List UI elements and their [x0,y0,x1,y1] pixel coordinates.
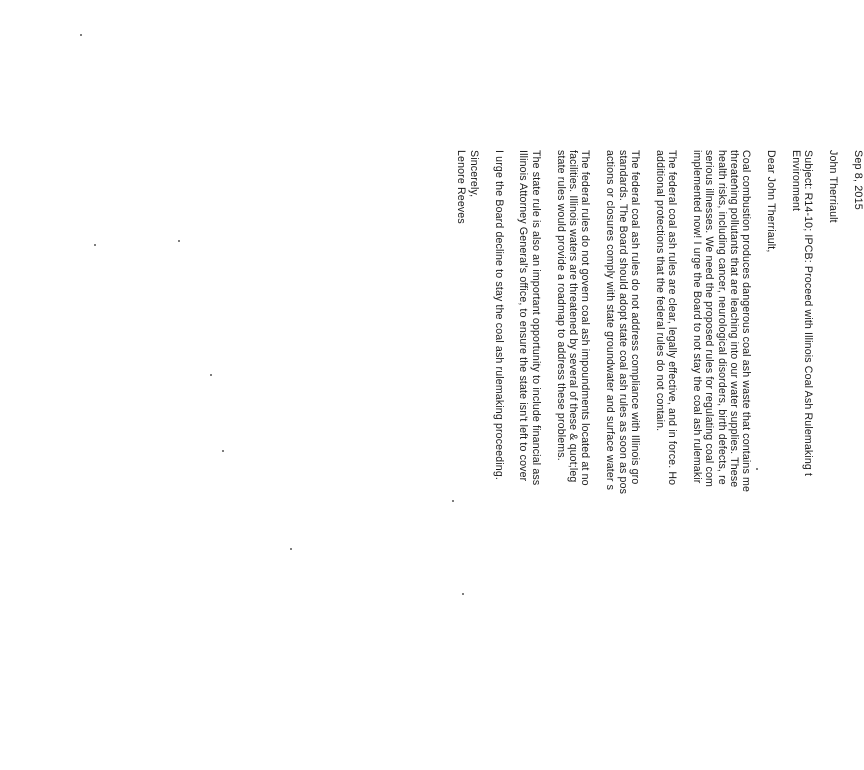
letter-body [455,150,864,770]
paragraph-line: standards. The Board should adopt state coal ash rules as soon as pos [616,150,629,495]
scan-speck [222,450,224,452]
paragraph-line: additional protections that the federal rules do not contain. [653,150,666,432]
closing: Sincerely, [467,150,480,198]
recipient-name: John Therriault [827,150,840,223]
paragraph-1 [691,150,753,770]
paragraph-line: state rules would provide a roadmap to address these problems. [554,150,567,461]
paragraph-line: The federal rules do not govern coal ash impoundments located at no [579,150,592,486]
paragraph-line: The federal coal ash rules do not address compliance with Illinois gro [628,150,641,485]
paragraph-line: actions or closures comply with state groundwater and surface water s [604,150,617,491]
paragraph-line: threatening pollutants that are leaching into our water supplies. These [728,150,741,488]
paragraph-line: serious illnesses. We need the proposed rules for regulating coal com [703,150,716,487]
scan-speck [210,374,212,376]
letter-date: Sep 8, 2015 [852,150,864,210]
paragraph-line: The federal coal ash rules are clear, legally effective, and in force. Ho [666,150,679,486]
scan-speck [80,34,82,36]
paragraph-5 [517,150,542,770]
paragraph-line: Coal combustion produces dangerous coal ash waste that contains me [740,150,753,493]
paragraph-3 [604,150,641,770]
paragraph-4 [554,150,591,770]
signature-name: Lenore Reeves [455,150,468,224]
paragraph-line: health risks, including cancer, neurological disorders, birth defects, re [715,150,728,485]
paragraph-2 [653,150,678,770]
subject-line-1: Subject: R14-10; IPCB: Proceed with Illinois Coal Ash Rulemaking t [802,150,815,477]
paragraph-line: I urge the Board decline to stay the coal ash rulemaking proceeding. [492,150,505,480]
scan-speck [178,240,180,242]
paragraph-line: Illinois Attorney General's office, to ensure the state isn't left to cover [517,150,530,482]
scan-speck [94,244,96,246]
paragraph-line: The state rule is also an important opportunity to include financial ass [529,150,542,486]
scan-speck [452,500,454,502]
scan-speck [290,548,292,550]
salutation: Dear John Therriault, [765,150,778,253]
paragraph-line: facilities. Illinois waters are threatened by several of these & quot;leg [567,150,580,483]
subject-line-2: Environment [790,150,803,212]
paragraph-line: implemented now! I urge the Board to not stay the coal ash rulemakir [690,150,703,484]
paragraph-6 [492,150,504,770]
